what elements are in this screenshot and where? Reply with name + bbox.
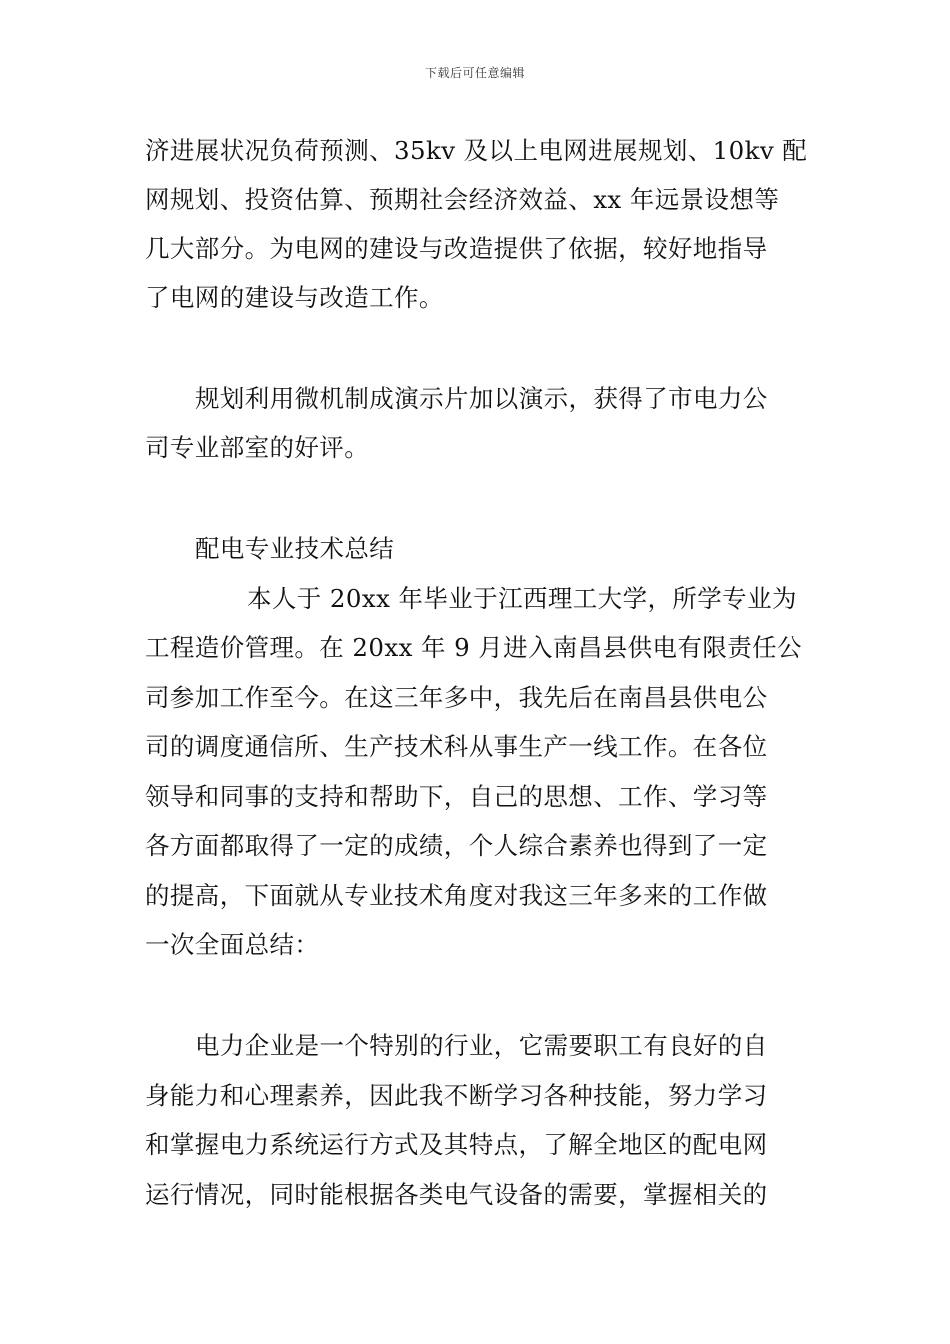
text-line: 司的调度通信所、生产技术科从事生产一线工作。在各位 [145, 732, 768, 761]
text-line: 济进展状况负荷预测、35kv 及以上电网进展规划、10kv 配 [145, 136, 808, 165]
text-line: 规划利用微机制成演示片加以演示，获得了市电力公 [195, 384, 768, 413]
page-header: 下载后可任意编辑 [424, 66, 525, 80]
text-line: 网规划、投资估算、预期社会经济效益、xx 年远景设想等 [145, 185, 780, 214]
text-line: 领导和同事的支持和帮助下，自己的思想、工作、学习等 [145, 782, 768, 811]
section-title: 配电专业技术总结 [195, 534, 395, 563]
text-line: 工程造价管理。在 20xx 年 9 月进入南昌县供电有限责任公 [145, 633, 802, 662]
text-line: 了电网的建设与改造工作。 [145, 283, 444, 312]
text-line: 运行情况，同时能根据各类电气设备的需要，掌握相关的 [145, 1180, 768, 1209]
text-line: 身能力和心理素养，因此我不断学习各种技能，努力学习 [145, 1081, 768, 1110]
text-line: 司专业部室的好评。 [145, 433, 370, 462]
text-line: 电力企业是一个特别的行业，它需要职工有良好的自 [195, 1031, 768, 1060]
text-line: 一次全面总结： [145, 930, 320, 959]
text-line: 几大部分。为电网的建设与改造提供了依据，较好地指导 [145, 234, 768, 263]
text-line: 和掌握电力系统运行方式及其特点，了解全地区的配电网 [145, 1130, 768, 1159]
text-line: 的提高，下面就从专业技术角度对我这三年多来的工作做 [145, 881, 768, 910]
text-line: 司参加工作至今。在这三年多中，我先后在南昌县供电公 [145, 683, 768, 712]
text-line: 本人于 20xx 年毕业于江西理工大学，所学专业为 [247, 584, 797, 613]
text-line: 各方面都取得了一定的成绩，个人综合素养也得到了一定 [145, 831, 768, 860]
